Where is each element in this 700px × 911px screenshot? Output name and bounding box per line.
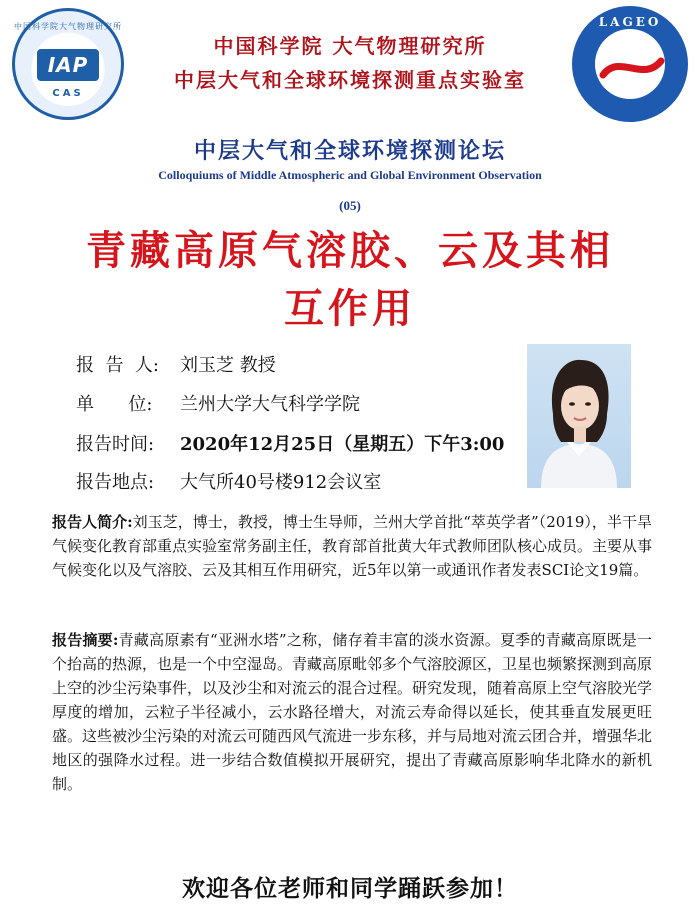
place-label: 报告地点:: [76, 472, 155, 493]
unit-row: [76, 390, 360, 416]
speaker-bio: [52, 510, 652, 582]
abstract-label: 报告摘要:: [52, 631, 119, 649]
iap-logo-mark: IAP: [37, 49, 99, 81]
swoosh-icon: [599, 49, 665, 89]
institute-name: 中国科学院 大气物理研究所: [213, 34, 487, 58]
speaker-label: 报 告 人:: [76, 355, 159, 376]
time-label: 报告时间:: [76, 434, 155, 455]
bio-label: 报告人简介:: [52, 513, 133, 531]
talk-title: [20, 222, 680, 338]
lageo-logo-text: LAGEO: [598, 15, 662, 29]
talk-abstract: [52, 628, 652, 796]
abstract-text: 青藏高原素有“亚洲水塔”之称，储存着丰富的淡水资源。夏季的青藏高原既是一个抬高的热源，也是一个中空湿岛。青藏高原毗邻多个气溶胶源区，卫星也频繁探测到高原上空的沙尘污染事件，以及沙尘和对流云的混合过程。研究发现，随着高原上空气溶胶光学厚度的增加，云粒子半径减小，云水路径增大，对流云寿命得以延长，使其垂直发展更旺盛。这些被沙尘污染的对流云可随西风气流进一步东移，并与局地对流云团合并，增强华北地区的强降水过程。进一步结合数值模拟开展研究，提出了青藏高原影响华北降水的新机制。: [52, 631, 653, 793]
bio-text: 刘玉芝，博士，教授，博士生导师，兰州大学首批“萃英学者”（2019），半干旱气候变化教育部重点实验室常务副主任，教育部首批黄大年式教师团队核心成员。主要从事气候变化以及气溶胶、云及其相互作用研究，近5年以第一或通讯作者发表SCI论文19篇。: [52, 513, 653, 579]
lab-name: 中层大气和全球环境探测重点实验室: [174, 68, 526, 92]
iap-logo-ring-text: 中国科学院大气物理研究所: [14, 22, 122, 31]
iap-logo-sub: CAS: [52, 88, 84, 99]
time-row: [76, 430, 504, 456]
unit-value: 兰州大学大气科学学院: [180, 394, 360, 415]
speaker-photo: [527, 344, 631, 488]
speaker-row: [76, 351, 276, 377]
speaker-value: 刘玉芝 教授: [180, 355, 276, 376]
lageo-logo: [572, 6, 688, 122]
talk-title-line2: 互作用: [284, 285, 416, 332]
place-value: 大气所40号楼912会议室: [180, 472, 382, 493]
place-row: [76, 468, 381, 494]
speaker-portrait-icon: [527, 344, 631, 488]
forum-issue: (05): [339, 198, 361, 213]
welcome-message: 欢迎各位老师和同学踊跃参加！: [182, 876, 518, 902]
forum-title-en: Colloquiums of Middle Atmospheric and Global Environment Observation: [158, 168, 542, 182]
talk-title-line1: 青藏高原气溶胶、云及其相: [86, 227, 614, 274]
unit-label: 单 位:: [76, 394, 153, 415]
iap-logo: [12, 8, 124, 120]
forum-title-cn: 中层大气和全球环境探测论坛: [193, 138, 506, 164]
time-value: 2020年12月25日（星期五）下午3:00: [180, 434, 505, 455]
